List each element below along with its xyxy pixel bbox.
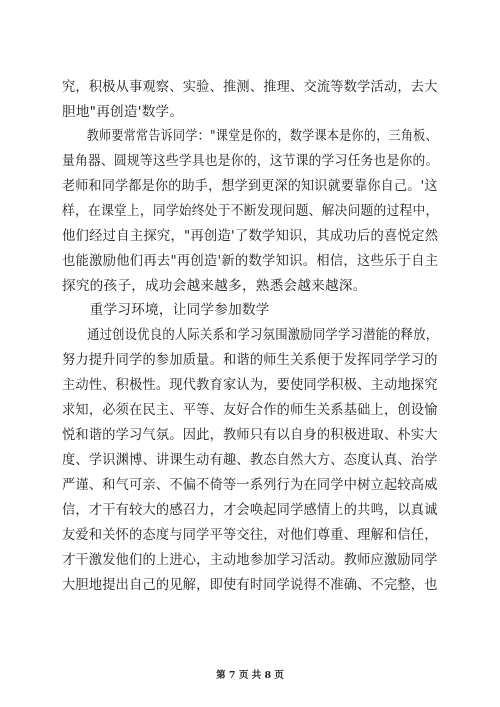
text-line: 教师要常常告诉同学："课堂是你的，数学课本是你的，三角板、 [62, 128, 438, 144]
text-line: 探究的孩子，成功会越来越多，熟悉会越来越深。 [62, 278, 367, 294]
text-line: 严谨、和气可亲、不偏不倚等一系列行为在同学中树立起较高威 [62, 477, 438, 493]
text-line: 样，在课堂上，同学始终处于不断发现问题、解决问题的过程中， [62, 203, 439, 219]
text-line: 老师和同学都是你的助手，想学到更深的知识就要靠你自己。'这 [62, 178, 438, 194]
text-line: 大胆地提出自己的见解，即使有时同学说得不准确、不完整，也 [62, 577, 438, 593]
text-line: 度、学识渊博、讲课生动有趣、教态自然大方、态度认真、治学 [62, 452, 438, 468]
text-line: 胆地"再创造'数学。 [62, 104, 184, 120]
text-line: 也能激励他们再去"再创造'新的数学知识。相信，这些乐于自主 [62, 253, 439, 269]
text-line: 求知，必须在民主、平等、友好合作的师生关系基础上，创设愉 [62, 402, 438, 418]
text-line: 信，才干有较大的感召力，才会唤起同学感情上的共鸣，以真诚 [62, 502, 438, 518]
text-line: 主动性、积极性。现代教育家认为，要使同学积极、主动地探究 [62, 377, 438, 393]
text-line: 通过创设优良的人际关系和学习氛围激励同学学习潜能的释放， [62, 327, 439, 343]
text-line: 友爱和关怀的态度与同学平等交往，对他们尊重、理解和信任， [62, 527, 438, 543]
text-line: 究，积极从事观察、实验、推测、推理、交流等数学活动，去大 [62, 79, 438, 95]
text-line: 量角器、圆规等这些学具也是你的，这节课的学习任务也是你的。 [62, 153, 439, 169]
page-number-footer: 第 7 页 共 8 页 [216, 670, 284, 681]
section-heading: 重学习环境，让同学参加数学 [62, 302, 270, 318]
text-line: 他们经过自主探究，"再创造'了数学知识，其成功后的喜悦定然 [62, 228, 439, 244]
text-line: 悦和谐的学习气氛。因此，教师只有以自身的积极进取、朴实大 [62, 427, 438, 443]
text-line: 才干激发他们的上进心，主动地参加学习活动。教师应激励同学 [62, 552, 438, 568]
text-line: 努力提升同学的参加质量。和谐的师生关系便于发挥同学学习的 [62, 352, 438, 368]
